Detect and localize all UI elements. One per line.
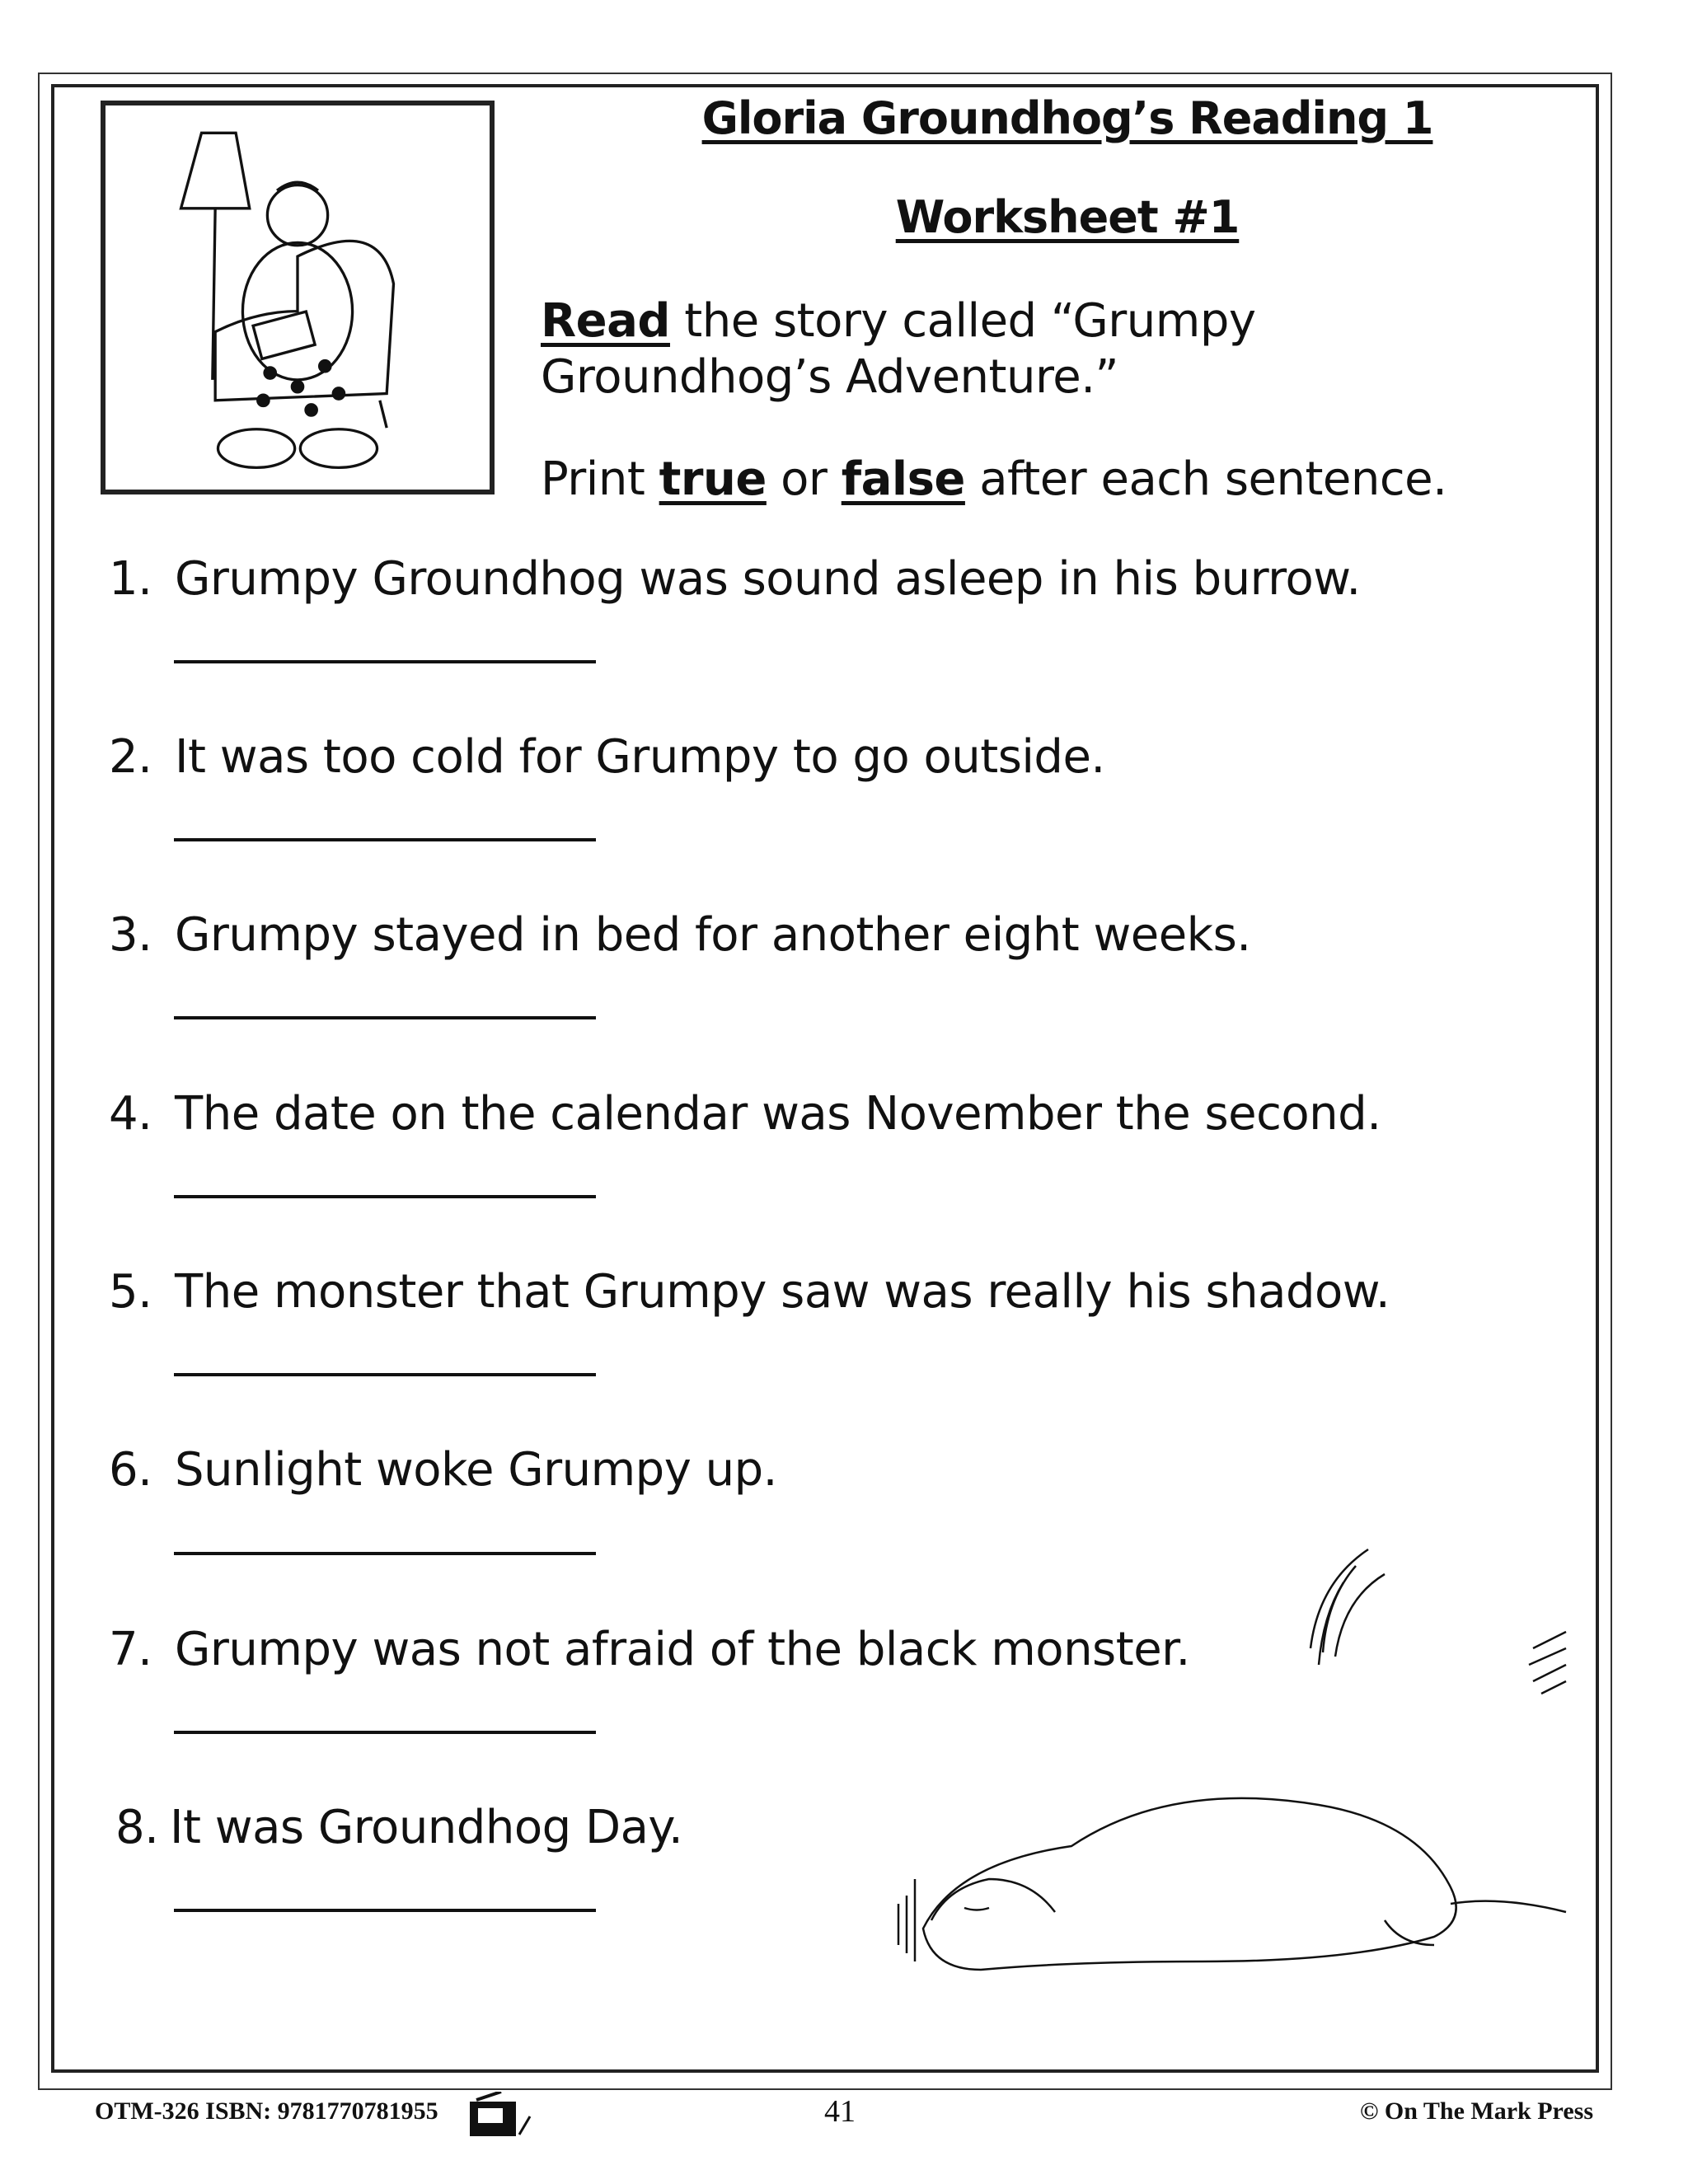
groundhog-reading-illustration bbox=[101, 101, 495, 494]
question-text: It was Groundhog Day. bbox=[170, 1801, 683, 1854]
worksheet-subtitle: Worksheet #1 bbox=[895, 191, 1240, 243]
instruction-read bbox=[541, 293, 1256, 405]
instruction-read-bold: Read bbox=[541, 294, 670, 348]
question-number: 6. bbox=[109, 1443, 152, 1497]
question-text: Sunlight woke Grumpy up. bbox=[175, 1443, 777, 1497]
question-2 bbox=[109, 730, 1105, 784]
instruction-print-post: after each sentence. bbox=[964, 452, 1447, 506]
answer-line-3[interactable] bbox=[174, 1016, 596, 1019]
answer-line-4[interactable] bbox=[174, 1195, 596, 1198]
answer-line-6[interactable] bbox=[174, 1552, 596, 1555]
question-number: 4. bbox=[109, 1087, 152, 1141]
worksheet-title: Gloria Groundhog’s Reading 1 bbox=[701, 92, 1433, 144]
answer-line-1[interactable] bbox=[174, 660, 596, 663]
question-text: Grumpy was not afraid of the black monster. bbox=[175, 1623, 1190, 1676]
footer-code-isbn: OTM-326 ISBN: 9781770781955 bbox=[95, 2097, 438, 2125]
question-5 bbox=[109, 1265, 1390, 1319]
question-1 bbox=[109, 552, 1361, 606]
answer-line-8[interactable] bbox=[174, 1909, 596, 1912]
instruction-story-title: Groundhog’s Adventure.” bbox=[541, 350, 1119, 404]
instruction-false: false bbox=[841, 452, 965, 506]
instruction-print bbox=[541, 452, 1447, 508]
page-number: 41 bbox=[824, 2094, 856, 2129]
question-3 bbox=[109, 908, 1251, 962]
answer-line-2[interactable] bbox=[174, 838, 596, 841]
answer-line-5[interactable] bbox=[174, 1373, 596, 1376]
question-text: Grumpy Groundhog was sound asleep in his burrow. bbox=[175, 552, 1361, 606]
question-text: The monster that Grumpy saw was really his shadow. bbox=[175, 1265, 1390, 1319]
photocopier-icon bbox=[468, 2092, 559, 2138]
question-number: 1. bbox=[109, 552, 152, 606]
question-text: Grumpy stayed in bed for another eight weeks. bbox=[175, 908, 1251, 962]
instruction-or: or bbox=[766, 452, 842, 506]
question-text: It was too cold for Grumpy to go outside. bbox=[175, 730, 1105, 784]
question-6 bbox=[109, 1443, 777, 1497]
instruction-true: true bbox=[659, 452, 767, 506]
question-4 bbox=[109, 1087, 1381, 1141]
instruction-print-pre: Print bbox=[541, 452, 659, 506]
question-number: 7. bbox=[109, 1623, 152, 1676]
question-8 bbox=[115, 1801, 682, 1854]
footer-copyright: © On The Mark Press bbox=[1360, 2097, 1593, 2125]
question-text: The date on the calendar was November the second. bbox=[175, 1087, 1381, 1141]
question-number: 2. bbox=[109, 730, 152, 784]
instruction-read-text: the story called “Grumpy bbox=[669, 294, 1256, 348]
question-number: 3. bbox=[109, 908, 152, 962]
answer-line-7[interactable] bbox=[174, 1731, 596, 1734]
sleeping-groundhog-illustration bbox=[857, 1533, 1582, 2060]
question-number: 8. bbox=[115, 1801, 159, 1854]
question-number: 5. bbox=[109, 1265, 152, 1319]
